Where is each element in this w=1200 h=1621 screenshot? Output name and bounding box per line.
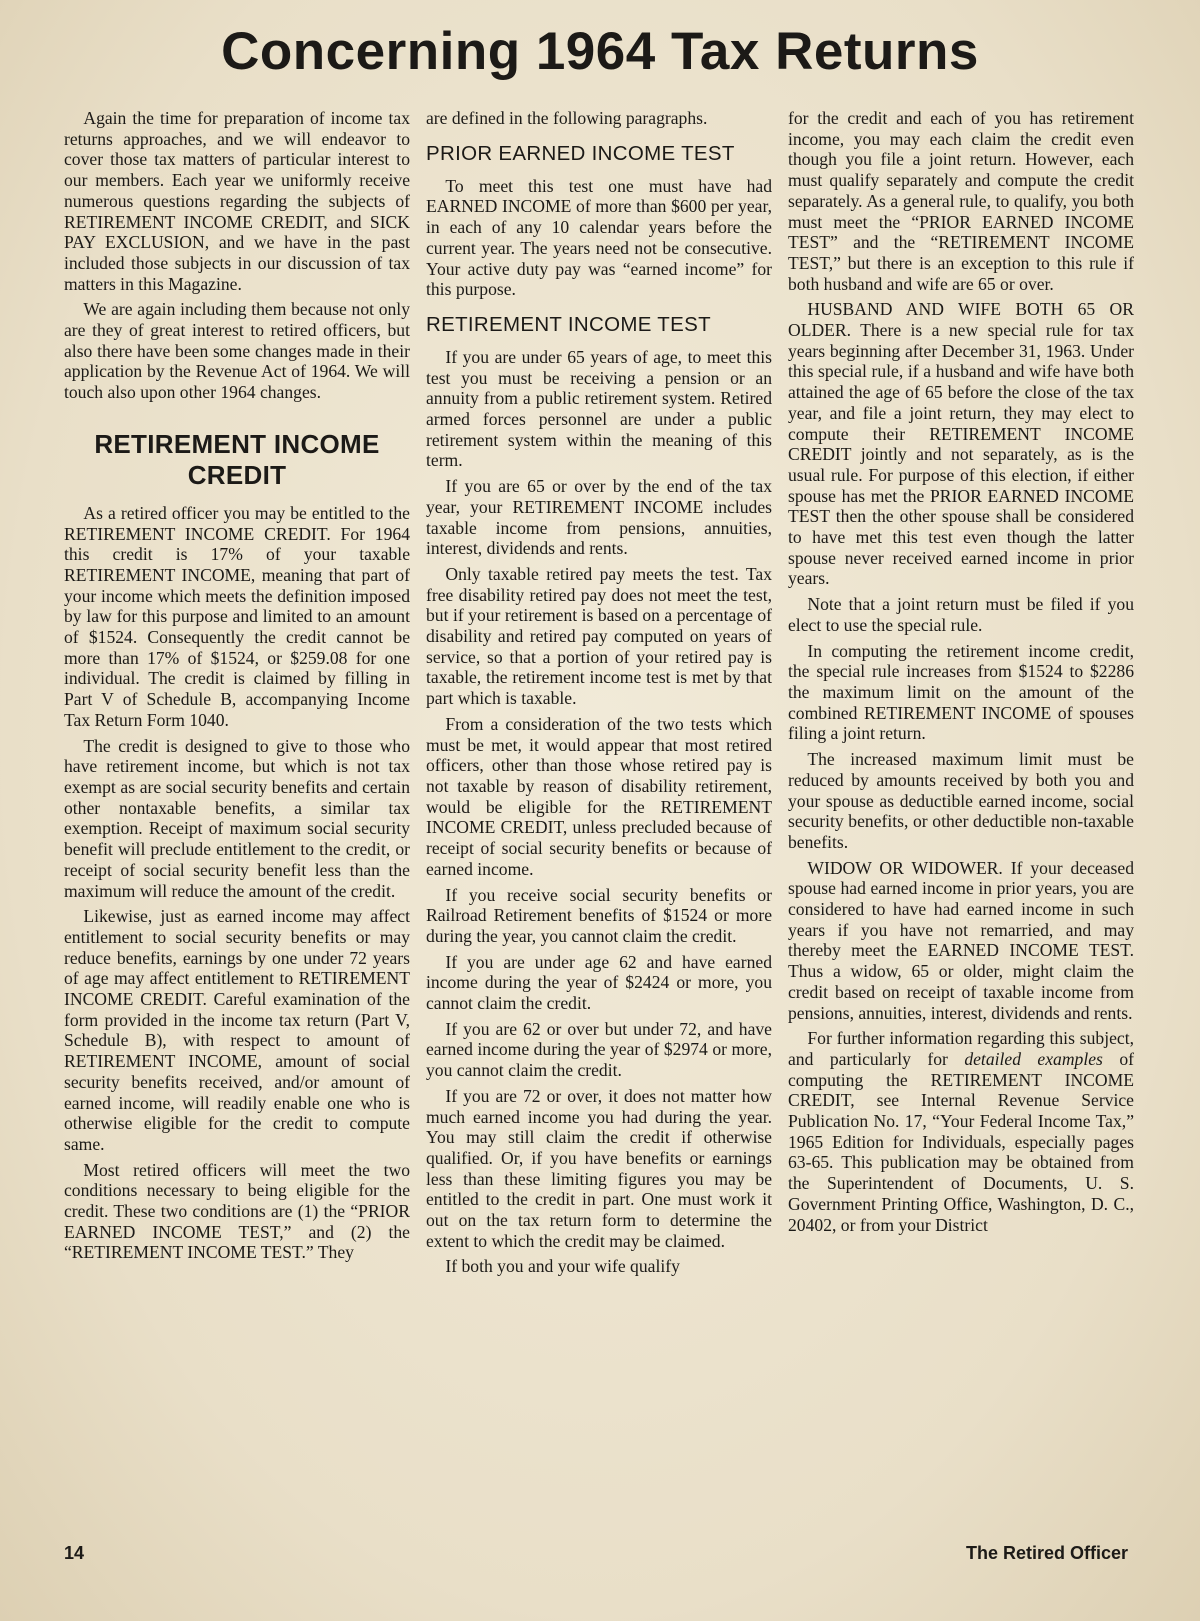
paragraph: If you are 62 or over but under 72, and have earned income during the year of $2974 or more, you cannot claim the credit. bbox=[426, 1018, 772, 1081]
section-heading-retirement-income-test: RETIREMENT INCOME TEST bbox=[426, 312, 711, 336]
text-run: of computing the RETIREMENT INCOME CREDIT, see Internal Revenue Service Publication No. 17, “Your Federal Income Tax,” 1965 Edition for Individuals, especially pages 63-65. This publication may be obtained from the Superintendent of Documents, U. S. Government Printing Office, Washington, D. C., 20402, or from your District bbox=[788, 1048, 1134, 1235]
emphasis-text: detailed examples bbox=[964, 1048, 1103, 1069]
paragraph: Likewise, just as earned income may affect entitlement to social security benefits or may reduce benefits, earnings by one under 72 years of age may affect entitlement to RETIREMENT INCOME CREDIT. Careful examination of the form provided in the income tax return (Part V, Schedule B), with respect to amount of RETIREMENT INCOME, amount of social security benefits received, and/or amount of earned income, will readily enable one who is otherwise eligible for the credit to compute same. bbox=[64, 906, 410, 1154]
paragraph: To meet this test one must have had EARNED INCOME of more than $600 per year, in each of any 10 calendar years before the current year. The years need not be consecutive. Your active duty pay was “earned income” for this purpose. bbox=[426, 175, 772, 300]
publication-name: The Retired Officer bbox=[965, 1543, 1128, 1563]
paragraph: If you are 65 or over by the end of the tax year, your RETIREMENT INCOME includes taxable income from pensions, annuities, interest, dividends and rents. bbox=[426, 476, 772, 559]
column-2 bbox=[426, 108, 772, 1513]
paragraph: Most retired officers will meet the two conditions necessary to being eligible for the credit. These two conditions are (1) the “PRIOR EARNED INCOME TEST,” and (2) the “RETIREMENT INCOME TEST.” They bbox=[64, 1159, 410, 1263]
paragraph: WIDOW OR WIDOWER. If your deceased spouse had earned income in prior years, you are considered to have had earned income in such years if you have not remarried, and may thereby meet the EARNED INCOME TEST. Thus a widow, 65 or older, might claim the credit based on receipt of taxable income from pensions, annuities, interest, dividends and rents. bbox=[788, 857, 1134, 1023]
paragraph: are defined in the following paragraphs. bbox=[426, 108, 708, 128]
text-run: For further information regarding this subject, and particularly for bbox=[788, 1028, 1134, 1069]
paragraph: Only taxable retired pay meets the test. Tax free disability retired pay does not meet the test, but if your retirement is based on a percentage of disability and retired pay computed on years of service, so that a portion of your retired pay is taxable, the retirement income test is met by that part which is taxable. bbox=[426, 563, 772, 709]
paragraph bbox=[788, 1028, 1134, 1235]
paragraph: Again the time for preparation of income tax returns approaches, and we will endeavor to cover those tax matters of particular interest to our members. Each year we uniformly receive numerous questions regarding the subjects of RETIREMENT INCOME CREDIT, and SICK PAY EXCLUSION, and we have in the past included those subjects in our discussion of tax matters in this Magazine. bbox=[64, 108, 410, 294]
article-title: Concerning 1964 Tax Returns bbox=[221, 22, 979, 81]
paragraph: In computing the retirement income credit, the special rule increases from $1524 to $2286 the maximum limit on the amount of the combined RETIREMENT INCOME of spouses filing a joint return. bbox=[788, 640, 1134, 744]
paragraph: If you receive social security benefits or Railroad Retirement benefits of $1524 or more during the year, you cannot claim the credit. bbox=[426, 884, 772, 946]
paragraph: HUSBAND AND WIFE BOTH 65 OR OLDER. There is a new special rule for tax years beginning after December 31, 1963. Under this special rule, if a husband and wife have both attained the age of 65 before the close of the tax year, and file a joint return, they may elect to compute their RETIREMENT INCOME CREDIT jointly and not separately, as is the usual rule. For purpose of this election, if either spouse has met the PRIOR EARNED INCOME TEST then the other spouse shall be considered to have met this test even though the latter spouse never received earned income in prior years. bbox=[788, 299, 1134, 589]
paragraph: If you are 72 or over, it does not matter how much earned income you had during the year. You may still claim the credit if otherwise qualified. Or, if you have benefits or earnings less than these limiting figures you may be entitled to the credit in part. One must work it out on the tax return form to determine the extent to which the credit may be claimed. bbox=[426, 1085, 772, 1251]
paragraph: If both you and your wife qualify bbox=[445, 1256, 680, 1277]
paragraph: Note that a joint return must be filed if you elect to use the special rule. bbox=[788, 594, 1134, 635]
paragraph: for the credit and each of you has retirement income, you may each claim the credit even though you file a joint return. However, each must qualify separately and compute the credit separately. As a general rule, to qualify, you both must meet the “PRIOR EARNED INCOME TEST” and the “RETIREMENT INCOME TEST,” but there is an exception to this rule if both husband and wife are 65 or over. bbox=[788, 108, 1134, 294]
column-3 bbox=[788, 108, 1134, 1513]
paragraph: We are again including them because not only are they of great interest to retired officers, but also there have been some changes made in their application by the Revenue Act of 1964. We will touch also upon other 1964 changes. bbox=[64, 299, 410, 403]
paragraph: If you are under 65 years of age, to meet this test you must be receiving a pension or an annuity from a public retirement system. Retired armed forces personnel are under a public retirement system within the meaning of this term. bbox=[426, 346, 772, 471]
column-1 bbox=[64, 108, 410, 1513]
section-heading-retirement-income-credit: RETIREMENT INCOME CREDIT bbox=[94, 428, 380, 490]
paragraph: As a retired officer you may be entitled to the RETIREMENT INCOME CREDIT. For 1964 this credit is 17% of your taxable RETIREMENT INCOME, meaning that part of your income which meets the definition imposed by law for this purpose and limited to an amount of $1524. Consequently the credit cannot be more than 17% of $1524, or $259.08 for one individual. The credit is claimed by filling in Part V of Schedule B, accompanying Income Tax Return Form 1040. bbox=[64, 502, 410, 730]
section-heading-prior-earned-income-test: PRIOR EARNED INCOME TEST bbox=[426, 141, 735, 165]
paragraph: The increased maximum limit must be reduced by amounts received by both you and your spouse as deductible earned income, social security benefits, or other deductible non-taxable benefits. bbox=[788, 749, 1134, 852]
page-number: 14 bbox=[64, 1543, 85, 1563]
paragraph: The credit is designed to give to those who have retirement income, but which is not tax exempt as are social security benefits and certain other nontaxable benefits, a similar tax exemption. Receipt of maximum social security benefit will preclude entitlement to the credit, or receipt of social security benefit less than the maximum will reduce the amount of the credit. bbox=[64, 735, 410, 901]
paragraph: If you are under age 62 and have earned income during the year of $2424 or more, you cannot claim the credit. bbox=[426, 951, 772, 1014]
paragraph: From a consideration of the two tests which must be met, it would appear that most retired officers, other than those whose retired pay is not taxable by reason of disability retirement, would be eligible for the RETIREMENT INCOME CREDIT, unless precluded because of receipt of social security benefits or because of earned income. bbox=[426, 713, 772, 879]
